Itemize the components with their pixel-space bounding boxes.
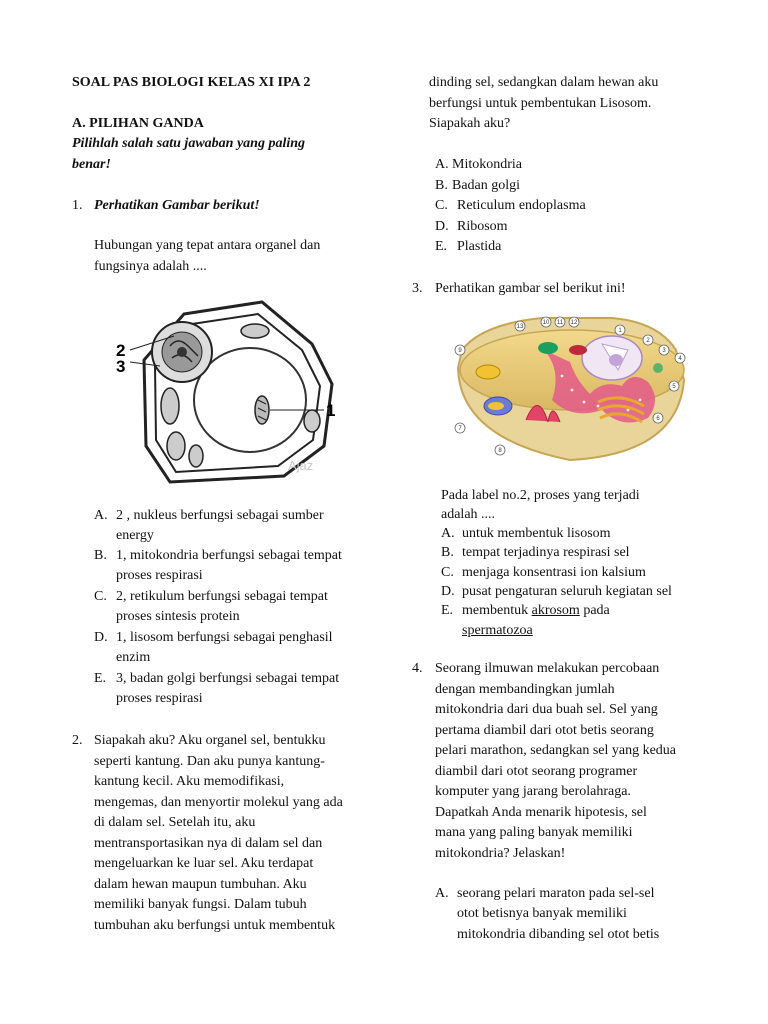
nucleus-3d <box>582 336 642 380</box>
q2-number: 2. <box>72 733 83 748</box>
figure-label-2: 2 <box>116 341 126 360</box>
section-heading: A. PILIHAN GANDA <box>72 116 204 131</box>
cell-label-2: 2 <box>646 338 650 344</box>
cell-label-7: 7 <box>458 426 462 432</box>
cell-label-12: 12 <box>570 320 578 326</box>
cell-label-1: 1 <box>618 328 622 334</box>
q1-number: 1. <box>72 198 83 213</box>
q4-text: Seorang ilmuwan melakukan percobaan dengan membandingkan jumlah mitokondria dari dua buah sel. Sel yang pertama diambil dari otot betis seorang pelari marathon, sedangkan sel yang kedua diambil dari otot seorang programer komputer yang jarang berolahraga. Dapatkah Anda menarik hipotesis, sel mana yang paling banyak memiliki mitokondria? Jelaskan! <box>435 661 677 861</box>
cell-label-11: 11 <box>556 320 564 326</box>
mitochondrion <box>255 396 269 424</box>
figure-label-3: 3 <box>116 357 126 376</box>
q1-prompt: Perhatikan Gambar berikut! <box>94 198 260 213</box>
q3-number: 3. <box>412 281 423 296</box>
cell-label-8: 8 <box>498 448 502 454</box>
q2-text-continued: dinding sel, sedangkan dalam hewan aku berfungsi untuk pembentukan Lisosom. Siapakah aku? <box>429 75 659 131</box>
q3-question-line-2: adalah .... <box>441 507 496 522</box>
cell-label-9: 9 <box>458 348 462 354</box>
cell-label-10: 10 <box>542 320 550 326</box>
instruction-line-1: Pilihlah salah satu jawaban yang paling <box>72 136 306 151</box>
q3-question-line-1: Pada label no.2, proses yang terjadi <box>441 488 640 503</box>
q1-question-line-2: fungsinya adalah .... <box>94 259 207 274</box>
plant-cell-figure <box>112 296 362 486</box>
nucleus <box>152 322 212 382</box>
cell-label-13: 13 <box>516 324 524 330</box>
watermark: Ajaz <box>288 458 314 473</box>
animal-cell-figure <box>452 310 692 470</box>
q2-text: Siapakah aku? Aku organel sel, bentukku seperti kantung. Dan aku punya kantung- kantung kecil. Aku memodifikasi, mengemas, dan menyortir molekul yang ada di dalam sel. Setelah itu, aku mentransportasikan nya di dalam sel dan mengeluarkan ke luar sel. Aku terdapat dalam hewan maupun tumbuhan. Aku memiliki banyak fungsi. Dalam tubuh tumbuhan aku berfungsi untuk membentuk <box>94 733 343 933</box>
cell-label-6: 6 <box>656 416 660 422</box>
instruction-line-2: benar! <box>72 157 111 172</box>
q3-prompt: Perhatikan gambar sel berikut ini! <box>435 281 626 296</box>
q4-number: 4. <box>412 661 423 676</box>
cell-label-3: 3 <box>662 348 666 354</box>
cell-label-4: 4 <box>678 356 682 362</box>
document-title: SOAL PAS BIOLOGI KELAS XI IPA 2 <box>72 75 311 90</box>
cell-label-5: 5 <box>672 384 676 390</box>
q1-question-line-1: Hubungan yang tepat antara organel dan <box>94 238 321 253</box>
figure-label-1: 1 <box>326 401 336 420</box>
vacuole <box>194 348 306 452</box>
